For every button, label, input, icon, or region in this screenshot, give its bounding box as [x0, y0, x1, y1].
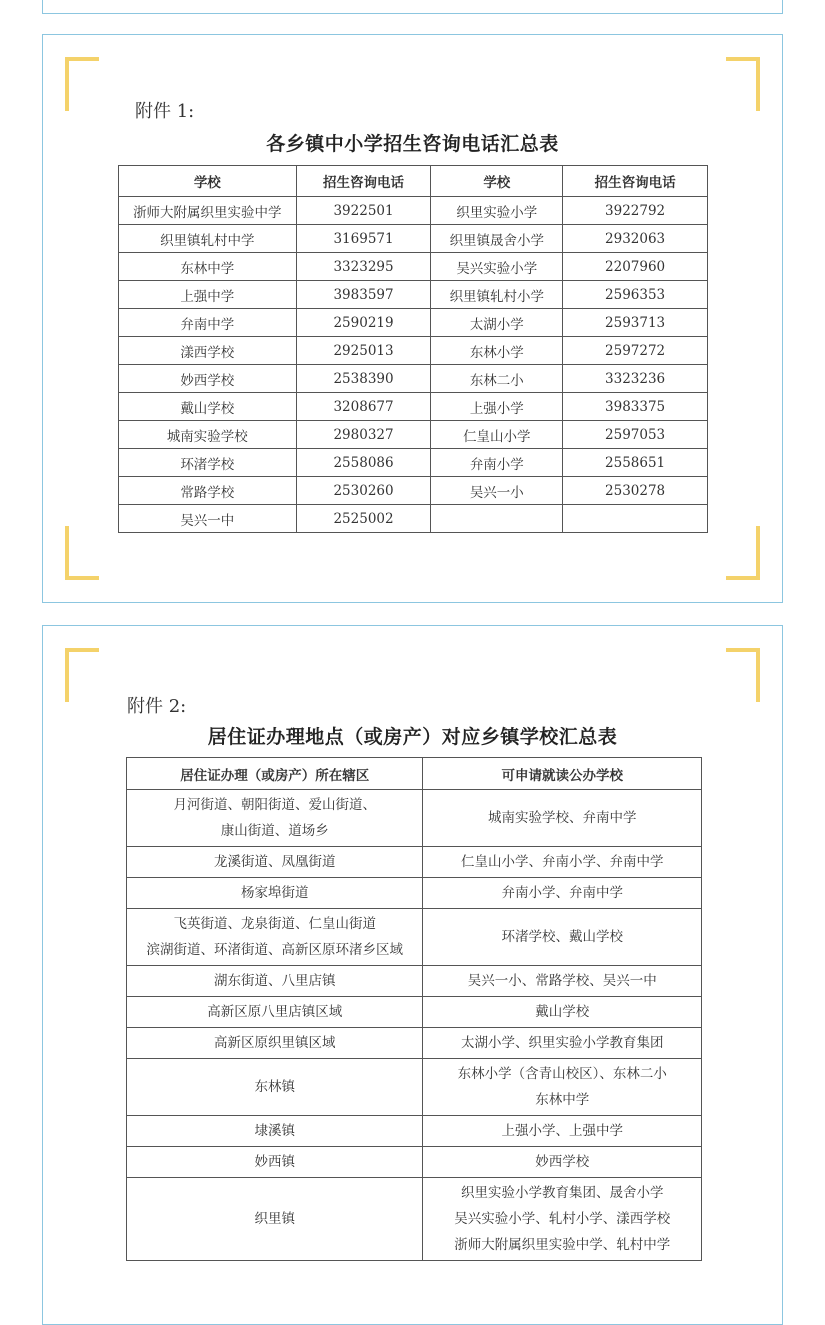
eligible-schools-cell: [423, 909, 702, 966]
eligible-schools-cell: [423, 997, 702, 1028]
column-header-area: 居住证办理（或房产）所在辖区: [127, 758, 423, 790]
district-cell: [127, 878, 423, 909]
school-name-cell: 戴山学校: [119, 393, 297, 421]
district-cell: [127, 1059, 423, 1116]
district-line: 东林镇: [254, 1079, 295, 1095]
school-line: 东林中学: [535, 1092, 590, 1108]
phone-number-cell: 2925013: [296, 337, 431, 365]
phone-number-cell: 3208677: [296, 393, 431, 421]
school-name-cell: 仁皇山小学: [431, 421, 563, 449]
table-row: [119, 281, 708, 309]
phone-number-cell: 2538390: [296, 365, 431, 393]
eligible-schools-cell: [423, 1147, 702, 1178]
table-row: [119, 477, 708, 505]
school-name-cell: 弁南中学: [119, 309, 297, 337]
school-line: 仁皇山小学、弁南小学、弁南中学: [460, 854, 664, 870]
school-line: 环渚学校、戴山学校: [501, 929, 623, 945]
phone-number-cell: 2530278: [563, 477, 708, 505]
corner-decoration: [726, 526, 760, 580]
school-name-cell: [431, 505, 563, 533]
district-cell: [127, 1116, 423, 1147]
table-row: [127, 1147, 702, 1178]
school-line: 城南实验学校、弁南中学: [487, 810, 637, 826]
school-name-cell: 织里镇轧村中学: [119, 225, 297, 253]
district-line: 高新区原织里镇区域: [213, 1035, 336, 1051]
table-row: [127, 878, 702, 909]
school-line: 上强小学、上强中学: [501, 1123, 623, 1139]
table-row: [119, 365, 708, 393]
phone-number-cell: 2530260: [296, 477, 431, 505]
table-row: [127, 1116, 702, 1147]
school-name-cell: 漾西学校: [119, 337, 297, 365]
table-title: 各乡镇中小学招生咨询电话汇总表: [266, 133, 559, 155]
column-header-phone: 招生咨询电话: [296, 166, 431, 197]
eligible-schools-cell: [423, 1028, 702, 1059]
district-cell: [127, 997, 423, 1028]
phone-number-cell: 3922792: [563, 197, 708, 225]
eligible-schools-cell: [423, 790, 702, 847]
district-cell: [127, 909, 423, 966]
table-row: [127, 847, 702, 878]
eligible-schools-cell: [423, 878, 702, 909]
school-line: 浙师大附属织里实验中学、轧村中学: [454, 1237, 671, 1253]
phone-number-cell: 2597272: [563, 337, 708, 365]
school-name-cell: 织里镇晟舍小学: [431, 225, 563, 253]
school-line: 戴山学校: [535, 1004, 590, 1020]
table-row: [119, 421, 708, 449]
table-row: [127, 1178, 702, 1261]
table-row: [119, 505, 708, 533]
phone-number-cell: 3169571: [296, 225, 431, 253]
school-name-cell: 织里实验小学: [431, 197, 563, 225]
school-name-cell: 环渚学校: [119, 449, 297, 477]
school-name-cell: 上强中学: [119, 281, 297, 309]
column-header-schools: 可申请就读公办学校: [423, 758, 702, 790]
corner-decoration: [726, 648, 760, 702]
district-line: 滨湖街道、环渚街道、高新区原环渚乡区域: [146, 942, 403, 958]
eligible-schools-cell: [423, 1116, 702, 1147]
phone-number-cell: 2597053: [563, 421, 708, 449]
school-name-cell: 东林中学: [119, 253, 297, 281]
school-name-cell: 东林二小: [431, 365, 563, 393]
phone-number-cell: 2525002: [296, 505, 431, 533]
table-row: [127, 997, 702, 1028]
district-cell: [127, 1028, 423, 1059]
school-name-cell: 吴兴一中: [119, 505, 297, 533]
district-line: 埭溪镇: [254, 1123, 295, 1139]
phone-number-cell: 2980327: [296, 421, 431, 449]
school-name-cell: 织里镇轧村小学: [431, 281, 563, 309]
phone-number-cell: 3323295: [296, 253, 431, 281]
table-header-row: [127, 758, 702, 790]
district-line: 妙西镇: [254, 1154, 295, 1170]
eligible-schools-cell: [423, 847, 702, 878]
eligible-schools-cell: [423, 1178, 702, 1261]
district-cell: [127, 1147, 423, 1178]
corner-decoration: [65, 648, 99, 702]
residence-school-table: [126, 757, 702, 1261]
corner-decoration: [65, 526, 99, 580]
district-line: 飞英街道、龙泉街道、仁皇山街道: [173, 916, 376, 932]
table-row: [127, 790, 702, 847]
district-cell: [127, 847, 423, 878]
phone-number-cell: 2590219: [296, 309, 431, 337]
district-line: 织里镇: [254, 1211, 295, 1227]
phone-number-cell: 2593713: [563, 309, 708, 337]
previous-card-edge: [42, 0, 783, 14]
phone-number-cell: 2596353: [563, 281, 708, 309]
table-row: [119, 449, 708, 477]
eligible-schools-cell: [423, 966, 702, 997]
column-header-school: 学校: [431, 166, 563, 197]
attachment-label: 附件 1:: [135, 101, 195, 122]
table-row: [119, 225, 708, 253]
district-line: 康山街道、道场乡: [220, 823, 329, 839]
table-title: 居住证办理地点（或房产）对应乡镇学校汇总表: [207, 726, 618, 748]
corner-decoration: [65, 57, 99, 111]
phone-number-cell: 3983375: [563, 393, 708, 421]
enrollment-phone-table: [118, 165, 708, 533]
eligible-schools-cell: [423, 1059, 702, 1116]
district-cell: [127, 966, 423, 997]
school-line: 织里实验小学教育集团、晟舍小学: [460, 1185, 664, 1201]
school-line: 太湖小学、织里实验小学教育集团: [460, 1035, 664, 1051]
phone-number-cell: 3323236: [563, 365, 708, 393]
table-row: [119, 309, 708, 337]
phone-number-cell: 2932063: [563, 225, 708, 253]
column-header-school: 学校: [119, 166, 297, 197]
school-name-cell: 吴兴实验小学: [431, 253, 563, 281]
district-line: 月河街道、朝阳街道、爱山街道、: [173, 797, 376, 813]
phone-number-cell: [563, 505, 708, 533]
school-name-cell: 吴兴一小: [431, 477, 563, 505]
school-name-cell: 浙师大附属织里实验中学: [119, 197, 297, 225]
school-name-cell: 常路学校: [119, 477, 297, 505]
table-row: [127, 909, 702, 966]
district-line: 杨家埠街道: [240, 885, 309, 901]
school-name-cell: 东林小学: [431, 337, 563, 365]
phone-number-cell: 3983597: [296, 281, 431, 309]
school-line: 妙西学校: [535, 1154, 590, 1170]
school-line: 东林小学（含青山校区）、东林二小: [457, 1066, 667, 1082]
district-cell: [127, 1178, 423, 1261]
school-name-cell: 弁南小学: [431, 449, 563, 477]
phone-number-cell: 3922501: [296, 197, 431, 225]
school-name-cell: 城南实验学校: [119, 421, 297, 449]
school-name-cell: 太湖小学: [431, 309, 563, 337]
district-line: 湖东街道、八里店镇: [213, 973, 336, 989]
phone-number-cell: 2558086: [296, 449, 431, 477]
table-row: [127, 1059, 702, 1116]
phone-number-cell: 2207960: [563, 253, 708, 281]
table-row: [127, 966, 702, 997]
school-line: 吴兴实验小学、轧村小学、漾西学校: [454, 1211, 671, 1227]
school-name-cell: 上强小学: [431, 393, 563, 421]
table-row: [127, 1028, 702, 1059]
attachment-2-card: [42, 625, 783, 1325]
district-line: 高新区原八里店镇区域: [207, 1004, 343, 1020]
table-row: [119, 197, 708, 225]
school-line: 吴兴一小、常路学校、吴兴一中: [467, 973, 657, 989]
district-line: 龙溪街道、凤凰街道: [213, 854, 336, 870]
table-row: [119, 393, 708, 421]
school-line: 弁南小学、弁南中学: [501, 885, 623, 901]
attachment-label: 附件 2:: [127, 696, 187, 717]
column-header-phone: 招生咨询电话: [563, 166, 708, 197]
table-row: [119, 253, 708, 281]
attachment-1-card: [42, 34, 783, 603]
table-row: [119, 337, 708, 365]
school-name-cell: 妙西学校: [119, 365, 297, 393]
phone-number-cell: 2558651: [563, 449, 708, 477]
corner-decoration: [726, 57, 760, 111]
table-header-row: [119, 166, 708, 197]
district-cell: [127, 790, 423, 847]
